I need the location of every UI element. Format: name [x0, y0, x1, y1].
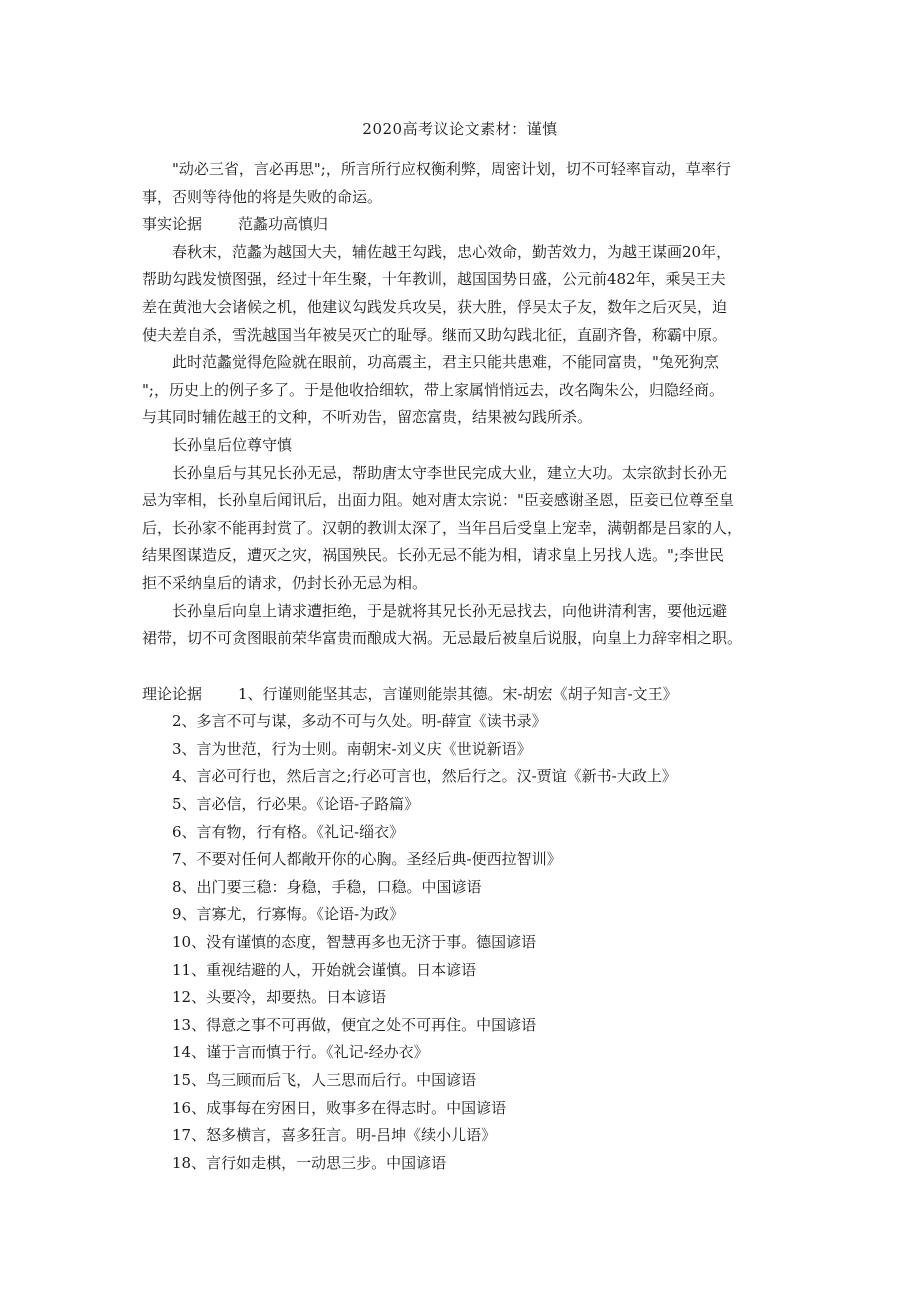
theory-quote-item: 7、不要对任何人都敞开你的心胸。圣经后典-便西拉智训》	[172, 850, 562, 869]
section-gap	[142, 653, 784, 681]
theory-quote-item: 18、言行如走棋，一动思三步。中国谚语	[172, 1153, 447, 1172]
theory-quote-list	[142, 681, 784, 1178]
theory-quote-item: 15、鸟三顾而后飞，人三思而后行。中国谚语	[172, 1071, 477, 1089]
paragraph-line: 后，长孙家不能再封赏了。汉朝的教训太深了，当年吕后受皇上宠幸，满朝都是吕家的人，	[142, 518, 743, 537]
theory-quote-item: 12、头要冷，却要热。日本谚语	[172, 988, 387, 1007]
document-title: 2020高考议论文素材：谨慎	[362, 120, 558, 138]
quote-text: 1、行谨则能坚其志，言谨则能崇其德。宋-胡宏《胡子知言-文王》	[238, 684, 678, 703]
fact-heading-1: 范蠡功高慎归	[238, 215, 329, 234]
intro-line: "动必三省，言必再思";，所言所行应权衡利弊，周密计划，切不可轻率盲动，草率行	[172, 160, 731, 178]
theory-quote-item: 14、谨于言而慎于行。《礼记-经办衣》	[172, 1043, 429, 1062]
theory-quote-item: 11、重视结避的人，开始就会谨慎。日本谚语	[172, 960, 477, 979]
theory-quote-item: 4、言必可行也，然后言之;行必可言也，然后行之。汉-贾谊《新书-大政上》	[172, 767, 677, 786]
theory-quote-item: 17、怒多横言，喜多狂言。明-吕坤《续小儿语》	[172, 1126, 497, 1145]
theory-quote-item: 3、言为世范，行为士则。南朝宋-刘义庆《世说新语》	[172, 739, 532, 758]
fact-section-label: 事实论据	[142, 215, 203, 234]
paragraph-line: 帮助勾践发愤图强，经过十年生聚，十年教训，越国国势日盛，公元前482年，乘吴王夫	[142, 270, 726, 289]
paragraph-line: 使夫差自杀，雪洗越国当年被吴灭亡的耻辱。继而又助勾践北征，直副齐鲁，称霸中原。	[142, 325, 728, 344]
paragraph-line: 忌为宰相，长孙皇后闻讯后，出面力阻。她对唐太宗说："臣妾感谢圣恩，臣妾已位尊至皇	[142, 491, 734, 510]
theory-quote-item: 10、没有谨慎的态度，智慧再多也无济于事。德国谚语	[172, 933, 537, 952]
theory-quote-item: 5、言必信，行必果。《论语-子路篇》	[172, 795, 420, 814]
theory-quote-item: 8、出门要三稳：身稳，手稳，口稳。中国谚语	[172, 877, 482, 896]
fact-section-heading	[142, 211, 784, 239]
paragraph-line: 此时范蠡觉得危险就在眼前，功高震主，君主只能共患难，不能同富贵，"兔死狗烹	[172, 353, 719, 372]
theory-quote-item	[142, 681, 784, 709]
theory-quote-item: 13、得意之事不可再做，便宜之处不可再住。中国谚语	[172, 1015, 537, 1034]
paragraph-line: ";，历史上的例子多了。于是他收拾细软，带上家属悄悄远去，改名陶朱公，归隐经商。	[142, 380, 724, 399]
theory-quote-item: 9、言寡尤，行寡悔。《论语-为政》	[172, 905, 405, 924]
theory-quote-item: 16、成事每在穷困日，败事多在得志时。中国谚语	[172, 1098, 507, 1117]
paragraph-line: 长孙皇后向皇上请求遭拒绝，于是就将其兄长孙无忌找去，向他讲清利害，要他远避	[172, 601, 728, 620]
paragraph-line: 差在黄池大会诸候之机，他建议勾践发兵攻吴，获大胜，俘吴太子友，数年之后灭吴，迫	[142, 297, 728, 316]
theory-quote-item: 6、言有物，行有格。《礼记-缁衣》	[172, 822, 405, 841]
document-body	[142, 156, 784, 1177]
paragraph-line: 与其同时辅佐越王的文种，不听劝告，留恋富贵，结果被勾践所杀。	[142, 408, 593, 427]
paragraph-line: 春秋末，范蠡为越国大夫，辅佐越王勾践，忠心效命，勤苦效力，为越王谋画20年，	[172, 242, 732, 261]
paragraph-line: 拒不采纳皇后的请求，仍封长孙无忌为相。	[142, 573, 428, 592]
theory-section-label: 理论论据	[142, 684, 203, 703]
fact-heading-2: 长孙皇后位尊守慎	[172, 435, 293, 454]
paragraph-line: 长孙皇后与其兄长孙无忌，帮助唐太守李世民完成大业，建立大功。太宗欲封长孙无	[172, 463, 728, 482]
theory-quote-item: 2、多言不可与谋，多动不可与久处。明-薛宣《读书录》	[172, 712, 547, 731]
intro-line: 事，否则等待他的将是失败的命运。	[142, 187, 383, 206]
paragraph-line: 结果图谋造反，遭灭之灾，祸国殃民。长孙无忌不能为相，请求皇上另找人选。";李世民	[142, 546, 724, 565]
paragraph-line: 裙带，切不可贪图眼前荣华富贵而酿成大祸。无忌最后被皇后说服，向皇上力辞宰相之职。	[142, 629, 743, 648]
